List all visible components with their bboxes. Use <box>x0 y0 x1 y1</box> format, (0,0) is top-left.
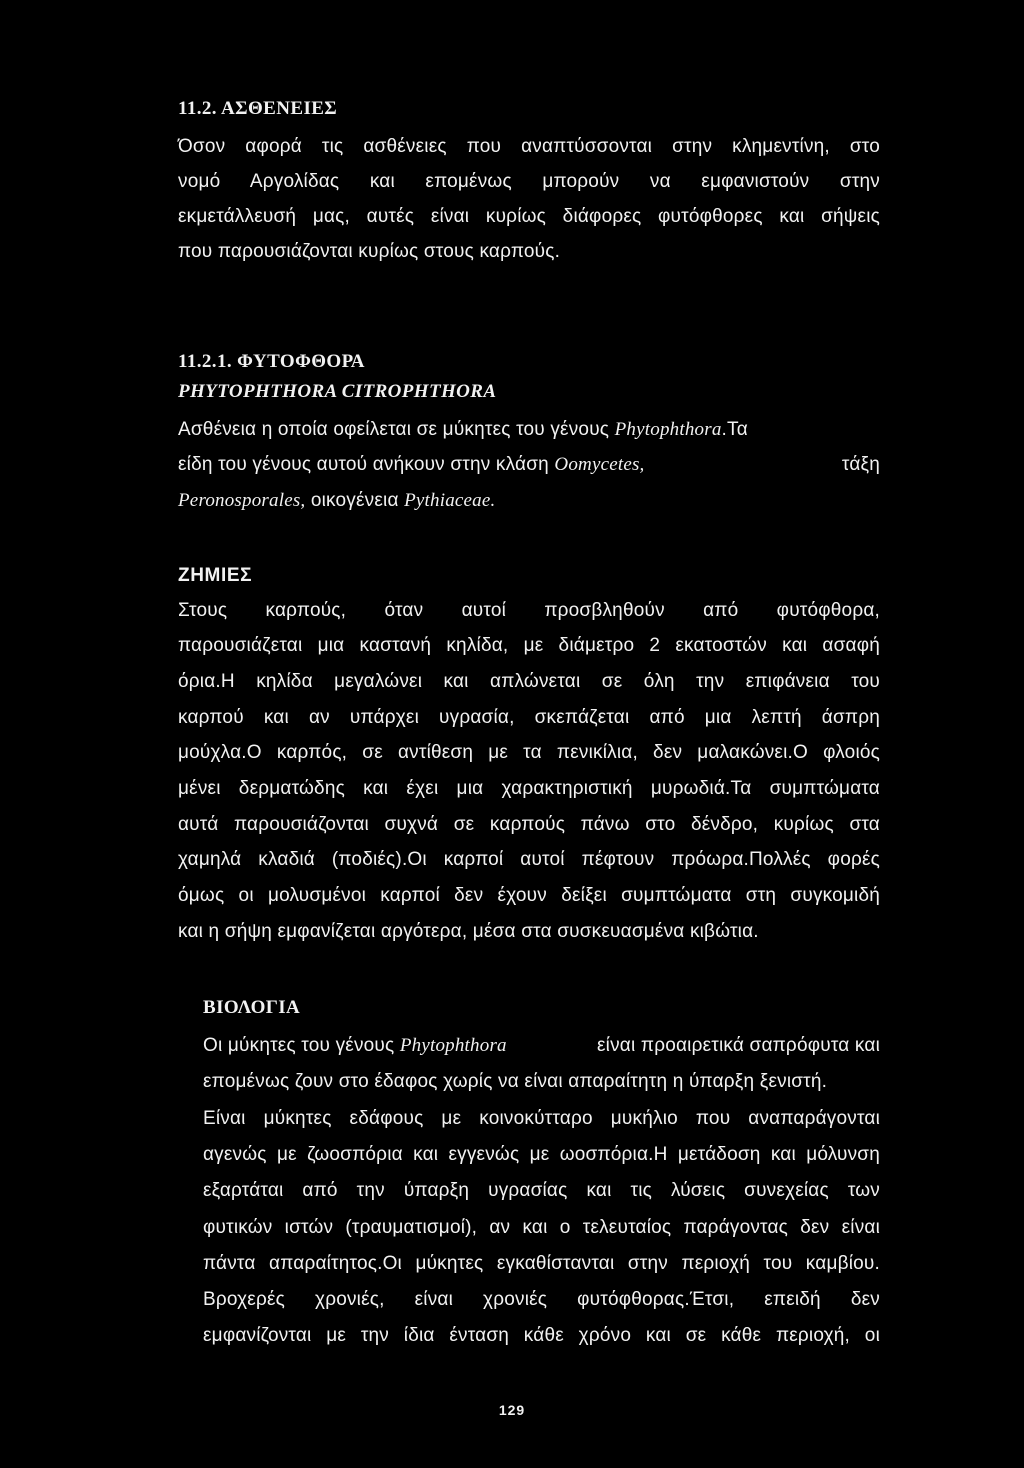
page-number: 129 <box>498 1402 526 1418</box>
description-text <box>178 453 645 477</box>
intro-line: εκμετάλλευσή μας, αυτές είναι κυρίως διάφορες φυτόφθορες και σήψεις <box>178 206 880 227</box>
damages-line: μένει δερματώδης και έχει μια χαρακτηριστική μυρωδιά.Τα συμπτώματα <box>178 778 880 799</box>
biology-line: Βροχερές χρονιές, είναι χρονιές φυτόφθορας.Έτσι, επειδή δεν <box>203 1289 880 1310</box>
family-name: Pythiaceae. <box>404 490 496 511</box>
damages-line: μούχλα.Ο καρπός, σε αντίθεση με τα πενικίλια, δεν μαλακώνει.Ο φλοιός <box>178 742 880 763</box>
biology-text: είναι προαιρετικά σαπρόφυτα και <box>597 1035 880 1056</box>
biology-line <box>203 1034 880 1058</box>
genus-name: Phytophthora <box>614 419 722 440</box>
biology-line: πάντα απαραίτητος.Οι μύκητες εγκαθίστανται στην περιοχή του καμβίου. <box>203 1253 880 1274</box>
order-name: Peronosporales, <box>178 490 306 511</box>
intro-line: Όσον αφορά τις ασθένειες που αναπτύσσονται στην κλημεντίνη, στο <box>178 136 880 157</box>
damages-line: καρπού και αν υπάρχει υγρασία, σκεπάζεται από μια λεπτή άσπρη <box>178 707 880 728</box>
section-title: 11.2. ΑΣΘΕΝΕΙΕΣ <box>178 98 338 119</box>
damages-title: ΖΗΜΙΕΣ <box>178 565 253 586</box>
damages-line: όμως οι μολυσμένοι καρποί δεν έχουν δείξει συμπτώματα στη συγκομιδή <box>178 885 880 906</box>
biology-line: φυτικών ιστών (τραυματισμοί), αν και ο τελευταίος παράγοντας δεν είναι <box>203 1217 880 1238</box>
subsection-title: 11.2.1. ΦΥΤΟΦΘΟΡΑ <box>178 351 365 372</box>
genus-name: Phytophthora <box>399 1035 507 1056</box>
description-text: .Τα <box>721 419 748 440</box>
intro-line: νομό Αργολίδας και επομένως μπορούν να εμφανιστούν στην <box>178 171 880 192</box>
damages-line: χαμηλά κλαδιά (ποδιές).Οι καρποί αυτοί πέφτουν πρόωρα.Πολλές φορές <box>178 849 880 870</box>
description-text: Ασθένεια η οποία οφείλεται σε μύκητες του γένους <box>178 419 615 440</box>
damages-line: όρια.Η κηλίδα μεγαλώνει και απλώνεται σε όλη την επιφάνεια του <box>178 671 880 692</box>
biology-line: εμφανίζονται με την ίδια ένταση κάθε χρόνο και σε κάθε περιοχή, οι <box>203 1325 880 1346</box>
description-text: τάξη <box>841 454 880 475</box>
damages-line: και η σήψη εμφανίζεται αργότερα, μέσα στα συσκευασμένα κιβώτια. <box>178 921 759 942</box>
biology-line: επομένως ζουν στο έδαφος χωρίς να είναι απαραίτητη η ύπαρξη ξενιστή. <box>203 1071 828 1092</box>
description-line <box>178 489 880 513</box>
description-text: οικογένεια <box>305 490 405 511</box>
description-line <box>178 418 880 442</box>
biology-title: ΒΙΟΛΟΓΙΑ <box>203 997 301 1018</box>
damages-line: παρουσιάζεται μια καστανή κηλίδα, με διάμετρο 2 εκατοστών και ασαφή <box>178 635 880 656</box>
class-name: Oomycetes, <box>554 454 645 475</box>
damages-line: αυτά παρουσιάζονται συχνά σε καρπούς πάνω στο δένδρο, κυρίως στα <box>178 814 880 835</box>
latin-name: PHYTOPHTHORA CITROPHTHORA <box>178 381 497 402</box>
description-text: είδη του γένους αυτού ανήκουν στην κλάση <box>178 454 555 475</box>
biology-line: Είναι μύκητες εδάφους με κοινοκύτταρο μυκήλιο που αναπαράγονται <box>203 1108 880 1129</box>
biology-line: αγενώς με ζωοσπόρια και εγγενώς με ωοσπόρια.Η μετάδοση και μόλυνση <box>203 1144 880 1165</box>
intro-line: που παρουσιάζονται κυρίως στους καρπούς. <box>178 241 561 262</box>
biology-text: Οι μύκητες του γένους <box>203 1035 400 1056</box>
biology-text <box>203 1034 507 1058</box>
description-line <box>178 453 880 477</box>
damages-line: Στους καρπούς, όταν αυτοί προσβληθούν από φυτόφθορα, <box>178 600 880 621</box>
biology-line: εξαρτάται από την ύπαρξη υγρασίας και τις λύσεις συνεχείας των <box>203 1180 880 1201</box>
